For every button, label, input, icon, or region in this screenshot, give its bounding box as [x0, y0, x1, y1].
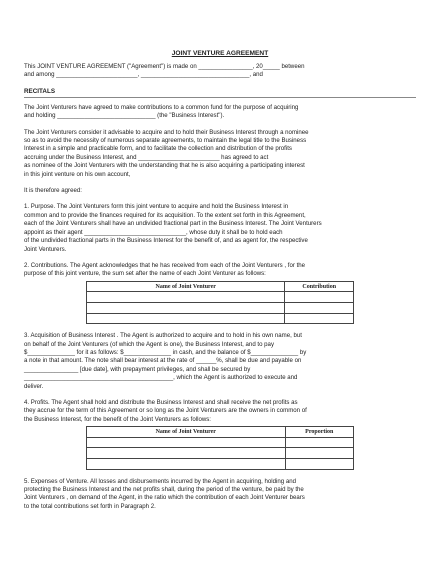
profits-line: they accrue for the term of this Agreement or so long as the Joint Venturers are the owners in common of — [24, 407, 307, 415]
purpose-line: each of the Joint Venturers shall have an undivided fractional part in the Business Interest. The Joint Venturers — [24, 220, 322, 228]
intro-line-1: This JOINT VENTURE AGREEMENT ("Agreement") is made on ________________, 20_____ between — [24, 63, 305, 70]
purpose-line: appoint as their agent ______________________________, whose duty it shall be to hold each — [24, 228, 283, 236]
profits-line: the Business Interest, for the benefit of the Joint Venturers as follows: — [24, 415, 211, 423]
contributions-line: 2. Contributions. The Agent acknowledges that he has received from each of the Joint Venturers , for the — [24, 261, 306, 269]
therefore-line: It is therefore agreed: — [24, 187, 82, 195]
expenses-line: 5. Expenses of Venture. All losses and disbursements incurred by the Agent in acquiring, holding and — [24, 477, 297, 485]
expenses-line: Joint Venturers , on demand of the Agent, in the ratio which the contribution of each Joint Venturer bears — [24, 494, 305, 502]
section-divider — [24, 97, 416, 98]
recitals-para-2-line: accruing under the Business Interest, and ________________________ has agreed to act — [24, 153, 269, 161]
proportion-header: Proportion — [285, 427, 353, 438]
acquisition-line: 3. Acquisition of Business Interest . The Agent is authorized to acquire and to hold in his own name, but — [24, 332, 302, 340]
expenses-line: to the total contributions set forth in Paragraph 2. — [24, 502, 156, 510]
table-row — [87, 458, 354, 469]
acquisition-line: deliver. — [24, 382, 44, 390]
table-row — [87, 448, 354, 459]
table-row — [87, 292, 354, 303]
contributions-table — [86, 281, 354, 324]
table-row — [87, 302, 354, 313]
expenses-line: protecting the Business Interest and the net profits shall, during the period of the venture, be paid by the — [24, 485, 304, 493]
acquisition-line: ____________________________________________, which the Agent is authorized to execute and — [24, 374, 298, 382]
acquisition-line: $______________ for it as follows: $______________ in cash, and the balance of $______________ by — [24, 348, 307, 356]
purpose-line: common and to provide the finances required for its acquisition. To the extent set forth in this Agreement, — [24, 211, 306, 219]
recitals-para-2-line: so as to avoid the necessity of numerous separate agreements, to maintain the legal title to the Business — [24, 137, 307, 145]
recitals-para-2-line: as nominee of the Joint Venturers with the understanding that he is also acquiring a participating interest — [24, 162, 305, 170]
document-page — [24, 50, 416, 511]
purpose-line: of the undivided fractional parts in the Business Interest for the benefit of, and as agent for, the respective — [24, 237, 308, 245]
recitals-para-2-line: Interest in a simple and practicable form, and to facilitate the collection and distribution of the profits — [24, 145, 292, 153]
contributions-line: purpose of this joint venture, the sum set after the name of each Joint Venturer as follows: — [24, 270, 266, 278]
table-row — [87, 437, 354, 448]
intro-line-2: and among ________________________, ________________________________, and — [24, 71, 263, 79]
contribution-name-header: Name of Joint Venturer — [87, 281, 285, 292]
proportion-table — [86, 426, 354, 469]
acquisition-line: ________________ [due date], with prepayment privileges, and shall be secured by — [24, 365, 251, 373]
recitals-para-1-line: The Joint Venturers have agreed to make contributions to a common fund for the purpose of acquiring — [24, 103, 299, 111]
table-row — [87, 313, 354, 324]
recitals-para-1-line: and holding _____________________________ (the "Business Interest"). — [24, 112, 225, 120]
recitals-para-2-line: The Joint Venturers consider it advisable to acquire and to hold their Business Interest through a nominee — [24, 128, 309, 136]
purpose-line: 1. Purpose. The Joint Venturers form this joint venture to acquire and hold the Business Interest in — [24, 203, 289, 211]
contribution-header: Contribution — [285, 281, 354, 292]
acquisition-line: on behalf of the Joint Venturers (of which the Agent is one), the Business Interest, and to pay — [24, 340, 274, 348]
acquisition-line: a note in that amount. The note shall bear interest at the rate of ______%, shall be due and payable on — [24, 357, 302, 365]
document-title: JOINT VENTURE AGREEMENT — [171, 50, 269, 57]
recitals-para-2-line: in this joint venture on his own account, — [24, 170, 131, 178]
proportion-name-header: Name of Joint Venturer — [87, 427, 286, 438]
profits-line: 4. Profits. The Agent shall hold and distribute the Business Interest and shall receive the net profits as — [24, 398, 298, 406]
recitals-heading: RECITALS — [24, 87, 56, 95]
purpose-line: Joint Venturers. — [24, 245, 67, 253]
